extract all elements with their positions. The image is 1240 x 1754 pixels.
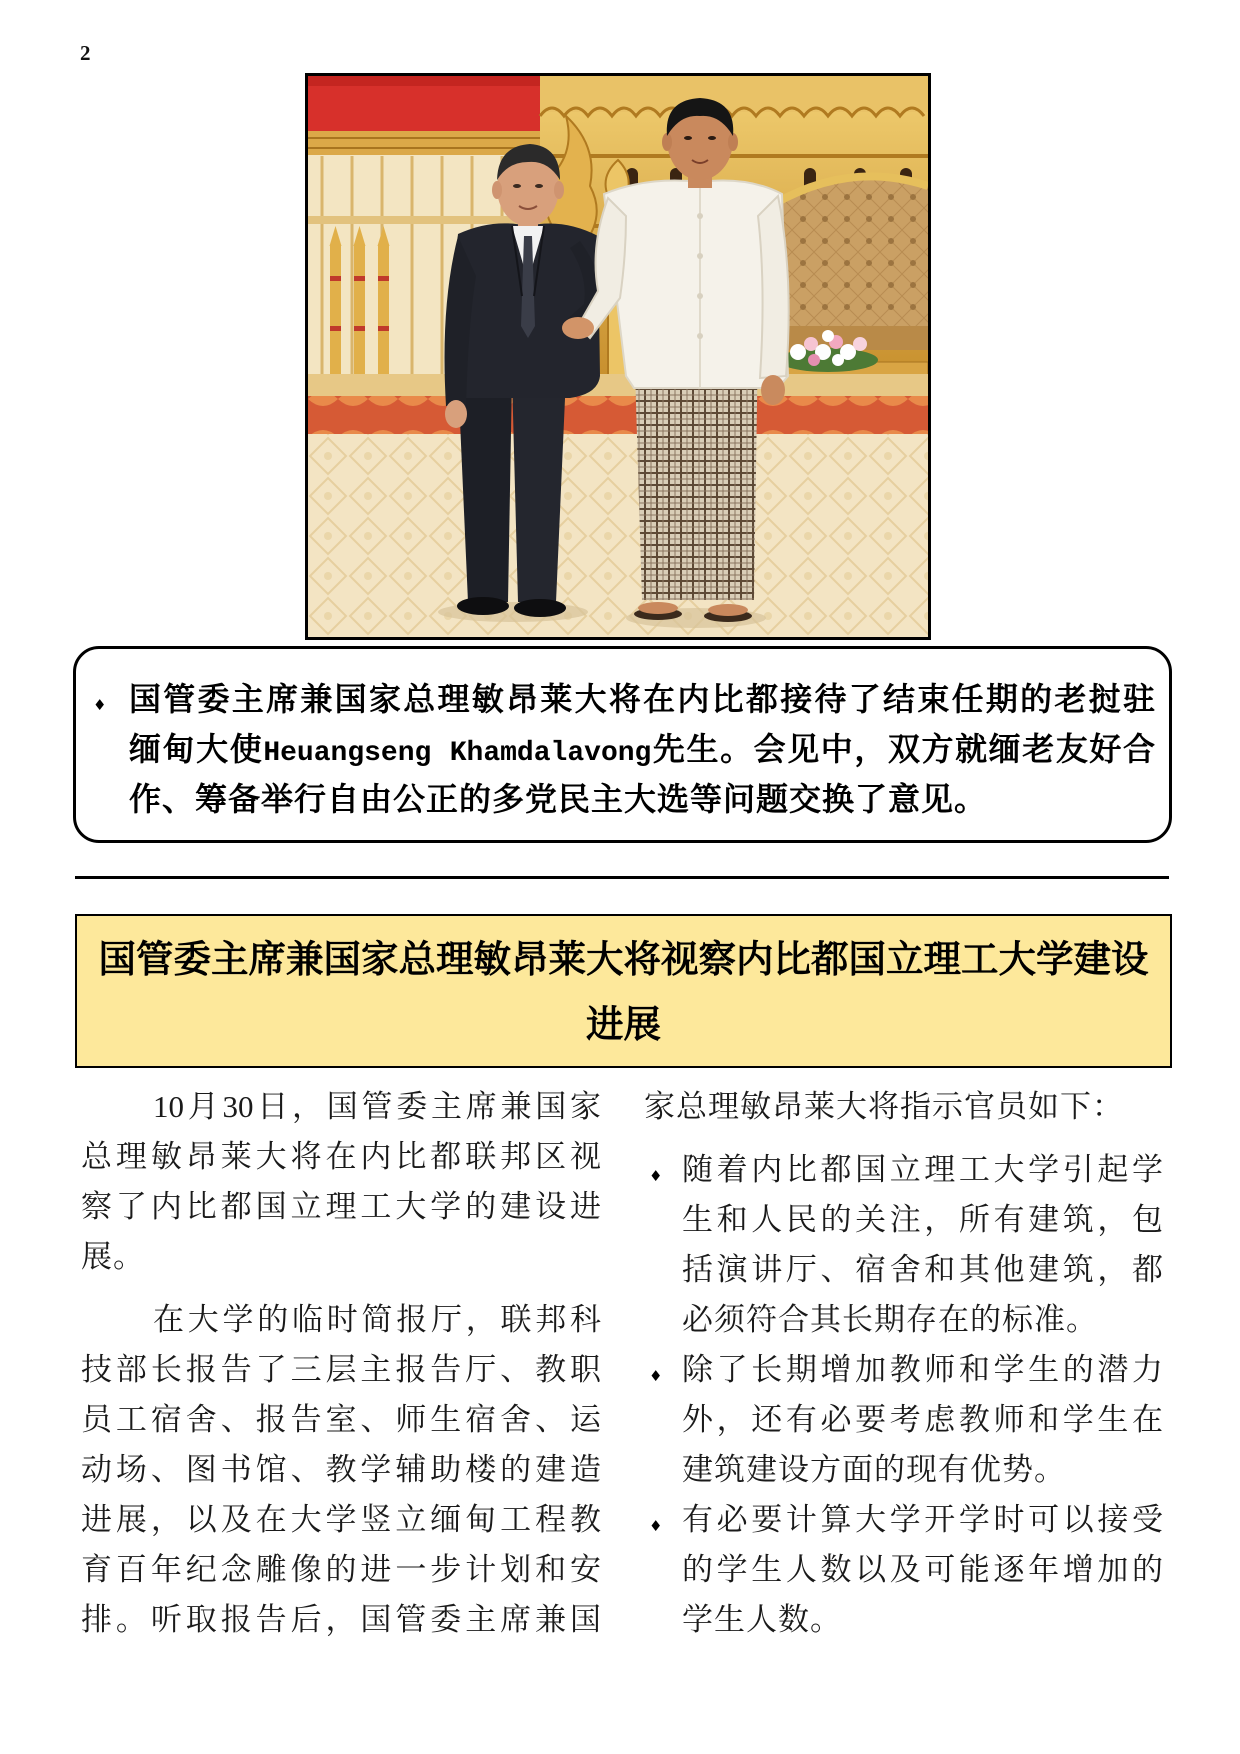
floor-edge — [308, 374, 928, 396]
photo-scene — [308, 76, 928, 637]
text-line: 在大学的临时简报厅，联邦科 — [153, 1302, 601, 1337]
caption-text: 国管委主席兼国家总理敏昂莱大将在内比都接待了结束任期的老挝驻 — [129, 681, 1155, 717]
text-line: 有必要计算大学开学时可以接受 — [682, 1502, 1163, 1537]
article-left-column — [81, 1082, 601, 1645]
diamond-bullet-icon — [649, 1501, 662, 1551]
text-line: 育百年纪念雕像的进一步计划和安 — [81, 1552, 601, 1587]
page-number: 2 — [80, 41, 91, 65]
caption-line — [129, 674, 1155, 724]
caption-line — [129, 774, 1155, 824]
carpet-band — [308, 396, 928, 434]
text-line: 生和人民的关注，所有建筑，包 — [682, 1202, 1163, 1237]
section-divider — [75, 876, 1169, 879]
text-line: 10月30日，国管委主席兼国家 — [153, 1089, 601, 1124]
article-right-column — [644, 1082, 1163, 1645]
caption-text: 先生。会见中，双方就缅老友好合 — [651, 731, 1155, 767]
article-title-line: 进展 — [586, 1005, 661, 1046]
text-line: 动场、图书馆、教学辅助楼的建造 — [81, 1452, 601, 1487]
text-line: 外，还有必要考虑教师和学生在 — [682, 1402, 1163, 1437]
photo-caption-box — [73, 646, 1172, 843]
diamond-bullet-icon — [649, 1351, 662, 1401]
patterned-floor — [308, 434, 928, 637]
text-line: 技部长报告了三层主报告厅、教职 — [81, 1352, 601, 1387]
text-line: 员工宿舍、报告室、师生宿舍、运 — [81, 1402, 601, 1437]
text-line: 察了内比都国立理工大学的建设进 — [81, 1189, 601, 1224]
article-title-line: 国管委主席兼国家总理敏昂莱大将视察内比都国立理工大学建设 — [98, 940, 1149, 981]
text-line: 必须符合其长期存在的标准。 — [682, 1302, 1098, 1337]
diamond-bullet-icon — [649, 1151, 662, 1201]
text-line: 进展，以及在大学竖立缅甸工程教 — [81, 1502, 601, 1537]
instruction-bullet — [644, 1345, 1163, 1495]
paragraph — [81, 1295, 601, 1645]
caption-line — [129, 724, 1155, 774]
text-line: 展。 — [81, 1239, 145, 1274]
text-line: 总理敏昂莱大将在内比都联邦区视 — [81, 1139, 601, 1174]
text-line: 除了长期增加教师和学生的潜力 — [682, 1352, 1163, 1387]
news-photo — [305, 73, 931, 640]
text-line: 建筑建设方面的现有优势。 — [682, 1452, 1066, 1487]
text-line: 家总理敏昂莱大将指示官员如下： — [644, 1089, 1124, 1124]
text-line: 括演讲厅、宿舍和其他建筑，都 — [682, 1252, 1163, 1287]
text-line: 学生人数。 — [682, 1602, 842, 1637]
ceremonial-posts — [330, 226, 390, 374]
instruction-bullet — [644, 1145, 1163, 1345]
text-line: 排。听取报告后，国管委主席兼国 — [81, 1602, 601, 1637]
handshake — [562, 317, 594, 339]
caption-text: 作、筹备举行自由公正的多党民主大选等问题交换了意见。 — [129, 781, 988, 817]
text-line: 随着内比都国立理工大学引起学 — [682, 1152, 1163, 1187]
article-title-box — [75, 914, 1172, 1068]
diamond-bullet-icon — [93, 680, 106, 730]
caption-text: 缅甸大使 — [129, 731, 264, 767]
paragraph — [81, 1082, 601, 1282]
text-line: 的学生人数以及可能逐年增加的 — [682, 1552, 1163, 1587]
instruction-bullet — [644, 1495, 1163, 1645]
ambassador-name: Heuangseng Khamdalavong — [263, 738, 652, 769]
paragraph-continuation — [644, 1082, 1163, 1132]
tufted-sofa — [774, 176, 928, 350]
